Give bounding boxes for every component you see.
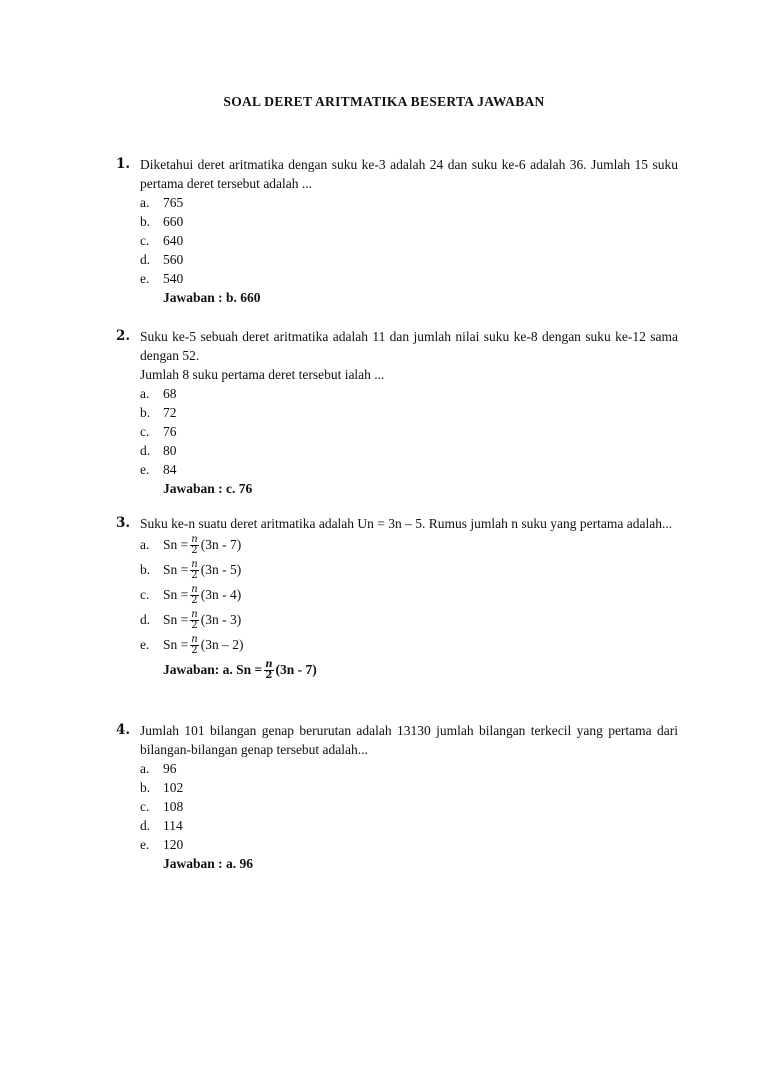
option-e: e. 540	[140, 271, 184, 286]
question-line: Jumlah 101 bilangan genap berurutan adalah 13130 jumlah bilangan terkecil yang pertama dari bilangan-bilangan genap tersebut adalah...	[140, 723, 678, 757]
question-3	[116, 514, 678, 686]
question-4	[116, 721, 678, 874]
option-list	[140, 384, 678, 479]
option-b: b. 660	[140, 214, 184, 229]
option-a: a. 765	[140, 195, 184, 210]
option-a: a. 96	[140, 761, 177, 776]
option-b: b. 72	[140, 405, 177, 420]
option-e: e. Sn = $\frac{n}{2}$ (3n – 2)	[140, 634, 244, 657]
option-c: c. 76	[140, 424, 177, 439]
option-d: d. 114	[140, 818, 183, 833]
question-number: 4.	[116, 722, 131, 738]
option-a: a. 68	[140, 386, 177, 401]
option-d: d. 560	[140, 252, 184, 267]
answer: Jawaban : b. 660	[163, 290, 261, 305]
question-number: 3.	[116, 515, 131, 531]
option-d: d. 80	[140, 443, 177, 458]
page-title: SOAL DERET ARITMATIKA BESERTA JAWABAN	[223, 94, 545, 109]
question-number: 1.	[116, 156, 131, 172]
fraction: $\frac{n}{2}$	[191, 634, 198, 657]
option-b: b. 102	[140, 780, 184, 795]
question-text	[140, 721, 678, 759]
answer: Jawaban: a. Sn = $\frac{n}{2}$ (3n - 7)	[163, 659, 317, 682]
option-c: c. Sn = $\frac{n}{2}$ (3n - 4)	[140, 584, 242, 607]
fraction: $\frac{n}{2}$	[265, 659, 273, 682]
option-d: d. Sn = $\frac{n}{2}$ (3n - 3)	[140, 609, 242, 632]
question-1	[116, 155, 678, 308]
fraction: $\frac{n}{2}$	[191, 609, 198, 632]
question-number: 2.	[116, 328, 131, 344]
option-c: c. 640	[140, 233, 184, 248]
option-a: a. Sn = $\frac{n}{2}$ (3n - 7)	[140, 534, 242, 557]
question-line: Suku ke-n suatu deret aritmatika adalah Un = 3n – 5. Rumus jumlah n suku yang pertama adalah...	[140, 516, 673, 531]
question-text	[140, 155, 678, 193]
option-list	[140, 535, 678, 660]
fraction: $\frac{n}{2}$	[191, 559, 198, 582]
answer: Jawaban : a. 96	[163, 856, 254, 871]
question-line: Diketahui deret aritmatika dengan suku ke-3 adalah 24 dan suku ke-6 adalah 36. Jumlah 15 suku pertama deret tersebut adalah ...	[140, 157, 678, 191]
question-text	[140, 514, 678, 533]
option-e: e. 84	[140, 462, 177, 477]
option-c: c. 108	[140, 799, 184, 814]
option-b: b. Sn = $\frac{n}{2}$ (3n - 5)	[140, 559, 242, 582]
option-list	[140, 193, 678, 288]
question-2	[116, 327, 678, 499]
question-line: Suku ke-5 sebuah deret aritmatika adalah 11 dan jumlah nilai suku ke-8 dengan suku ke-12 sama dengan 52.	[140, 329, 678, 363]
question-text	[140, 327, 678, 384]
option-e: e. 120	[140, 837, 184, 852]
fraction: $\frac{n}{2}$	[191, 534, 198, 557]
answer: Jawaban : c. 76	[163, 481, 253, 496]
fraction: $\frac{n}{2}$	[191, 584, 198, 607]
option-list	[140, 759, 678, 854]
question-line: Jumlah 8 suku pertama deret tersebut ialah ...	[140, 367, 385, 382]
